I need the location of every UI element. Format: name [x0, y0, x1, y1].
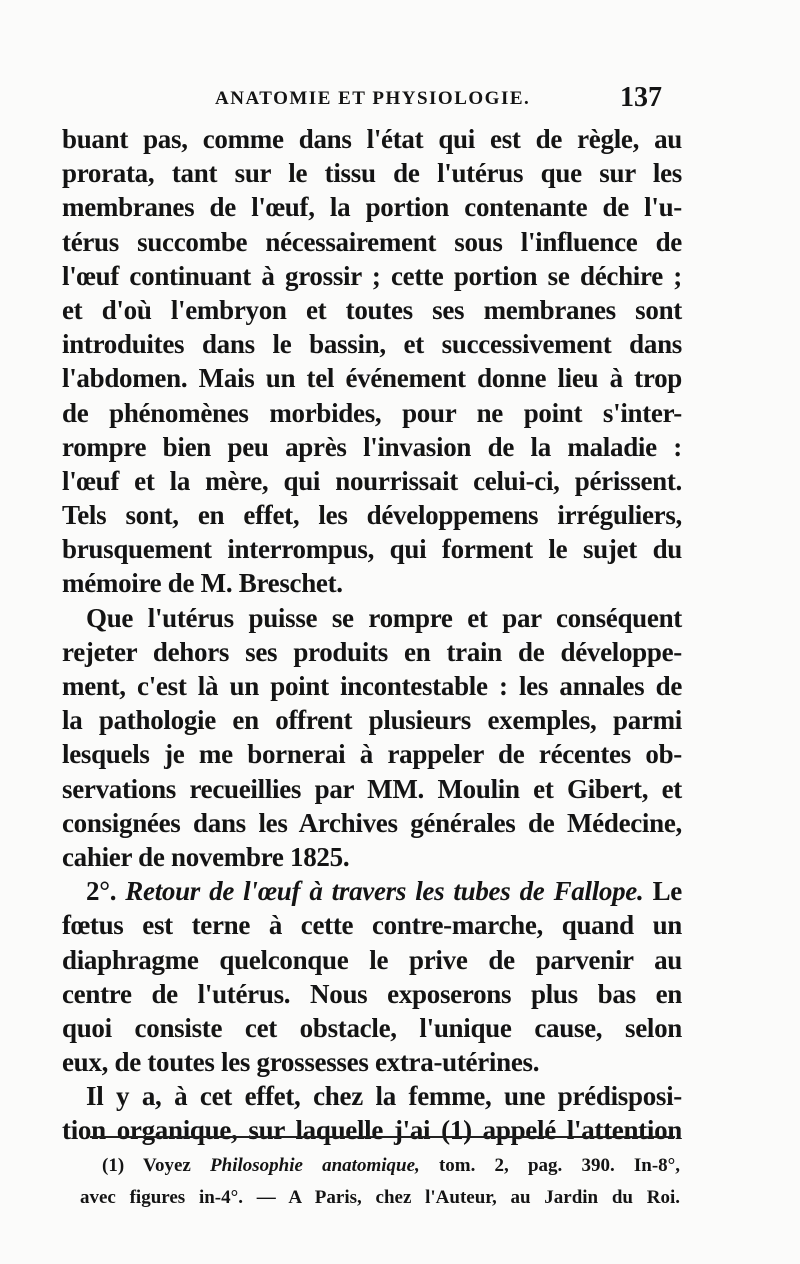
text-line: l'œuf et la mère, qui nourrissait celui-ci, périssent.	[62, 465, 682, 496]
footnote-rule	[90, 1136, 675, 1138]
text-line: Tels sont, en effet, les développemens irréguliers,	[62, 500, 682, 531]
text-line: fœtus est terne à cette contre-marche, quand un	[62, 910, 682, 941]
text-line: et d'où l'embryon et toutes ses membranes sont	[62, 294, 682, 325]
page-header	[0, 80, 800, 120]
text-line: consignées dans les Archives générales de Médecine,	[62, 807, 682, 838]
text-line: la pathologie en offrent plusieurs exemples, parmi	[62, 705, 682, 736]
text-line: diaphragme quelconque le prive de parvenir au	[62, 944, 682, 975]
text-line: membranes de l'œuf, la portion contenante de l'u-	[62, 192, 682, 223]
text-line: térus succombe nécessairement sous l'influence de	[62, 226, 682, 257]
body-text	[62, 122, 682, 1148]
text-line: ment, c'est là un point incontestable : les annales de	[62, 671, 682, 701]
footnote-marker: (1) Voyez	[102, 1155, 191, 1176]
text-line: servations recueillies par MM. Moulin et Gibert, et	[62, 773, 682, 804]
footnote-rest: tom. 2, pag. 390. In-8°,	[438, 1155, 681, 1176]
text-line: buant pas, comme dans l'état qui est de règle, au	[62, 124, 682, 154]
text-line: mémoire de M. Breschet.	[62, 568, 343, 599]
text-line: eux, de toutes les grossesses extra-utérines.	[62, 1047, 540, 1078]
text-line: Que l'utérus puisse se rompre et par conséquent	[86, 602, 682, 633]
footnote	[80, 1150, 680, 1214]
text-line: cahier de novembre 1825.	[62, 841, 350, 872]
section-heading-line	[62, 874, 682, 908]
text-line: l'abdomen. Mais un tel événement donne lieu à trop	[62, 363, 682, 394]
footnote-title: Philosophie anatomique,	[210, 1155, 420, 1176]
text-line: centre de l'utérus. Nous exposerons plus bas en	[62, 978, 682, 1009]
text-line: de phénomènes morbides, pour ne point s'inter-	[62, 397, 682, 428]
running-title: ANATOMIE ET PHYSIOLOGIE.	[215, 88, 531, 109]
text-line: brusquement interrompus, qui forment le sujet du	[62, 534, 682, 565]
section-number: 2°.	[86, 876, 117, 907]
text-line: lesquels je me bornerai à rappeler de récentes ob-	[62, 739, 682, 770]
text-line: tion organique, sur laquelle j'ai (1) appelé l'attention	[62, 1115, 682, 1146]
page-number: 137	[620, 82, 662, 113]
section-title: Retour de l'œuf à travers les tubes de Fallope.	[125, 876, 644, 907]
text-line: rompre bien peu après l'invasion de la maladie :	[62, 431, 682, 462]
text-line: Il y a, à cet effet, chez la femme, une prédisposi-	[86, 1081, 682, 1112]
text-line: rejeter dehors ses produits en train de développe-	[62, 636, 682, 667]
footnote-line	[80, 1150, 680, 1182]
text-line: l'œuf continuant à grossir ; cette portion se déchire ;	[62, 260, 682, 291]
footnote-line: avec figures in-4°. — A Paris, chez l'Auteur, au Jardin du Roi.	[80, 1187, 680, 1208]
text-line: prorata, tant sur le tissu de l'utérus que sur les	[62, 158, 682, 189]
section-title-tail: Le	[652, 876, 682, 907]
text-line: introduites dans le bassin, et successivement dans	[62, 329, 682, 360]
text-line: quoi consiste cet obstacle, l'unique cause, selon	[62, 1012, 682, 1043]
